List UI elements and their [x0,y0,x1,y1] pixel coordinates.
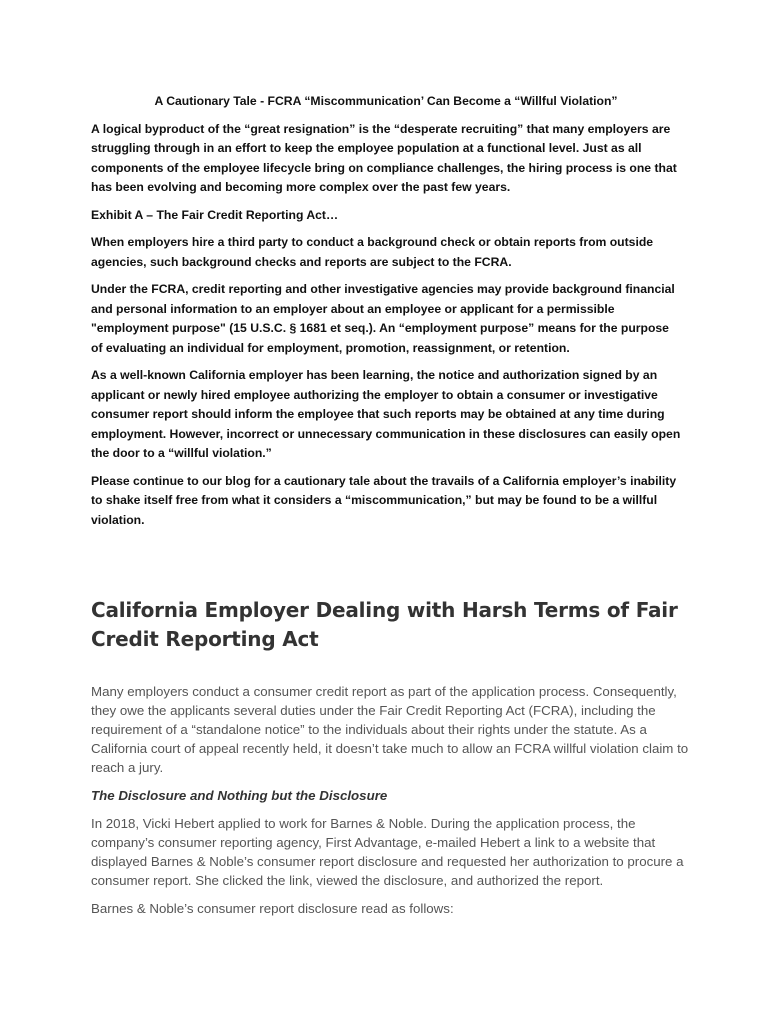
blog-heading: California Employer Dealing with Harsh Terms of Fair Credit Reporting Act [91,598,678,651]
memo-paragraph-3: Under the FCRA, credit reporting and other investigative agencies may provide background financial and personal information to an employer about an employee or applicant for a permissible "employment purpose" (15 U.S.C. § 1681 et seq.). An “employment purpose” means for the purpose of evaluating an individual for employment, promotion, reassignment, or retention. [91,282,675,355]
memo-exhibit-line: Exhibit A – The Fair Credit Reporting Act… [91,207,339,222]
blog-body [91,682,691,918]
blog-paragraph-2: In 2018, Vicki Hebert applied to work for Barnes & Noble. During the application process, the company’s consumer reporting agency, First Advantage, e-mailed Hebert a link to a website that displayed Barnes & Noble’s consumer report disclosure and requested her authorization to procure a consumer report. She clicked the link, viewed the disclosure, and authorized the report. [91,816,684,888]
blog-section [91,596,691,927]
memo-paragraph-1: A logical byproduct of the “great resignation” is the “desperate recruiting” that many employers are struggling through in an effort to keep the employee population at a functional level. Just as all components of the employee lifecycle bring on compliance challenges, the hiring process is one that has been evolving and becoming more complex over the past few years. [91,121,677,194]
memo-paragraph-5: Please continue to our blog for a cautionary tale about the travails of a California employer’s inability to shake itself free from what it considers a “miscommunication,” but may be found to be a willful violation. [91,473,677,527]
memo-title: A Cautionary Tale - FCRA “Miscommunication’ Can Become a “Willful Violation” [154,94,618,108]
blog-intro-paragraph: Many employers conduct a consumer credit report as part of the application process. Consequently, they owe the applicants several duties under the Fair Credit Reporting Act (FCRA), including the requirement of a “standalone notice” to the individuals about their rights under the statute. As a California court of appeal recently held, it doesn’t take much to allow an FCRA willful violation claim to reach a jury. [91,684,689,775]
blog-subheading: The Disclosure and Nothing but the Disclosure [91,788,388,803]
memo-paragraph-4: As a well-known California employer has been learning, the notice and authorization signed by an applicant or newly hired employee authorizing the employer to obtain a consumer or investigative consumer report should inform the employee that such reports may be obtained at any time during employment. However, incorrect or unnecessary communication in these disclosures can easily open the door to a “willful violation.” [91,368,681,460]
memo-paragraph-2: When employers hire a third party to conduct a background check or obtain reports from outside agencies, such background checks and reports are subject to the FCRA. [91,235,654,269]
blog-paragraph-3: Barnes & Noble’s consumer report disclosure read as follows: [91,901,454,916]
memo-section [91,92,681,538]
